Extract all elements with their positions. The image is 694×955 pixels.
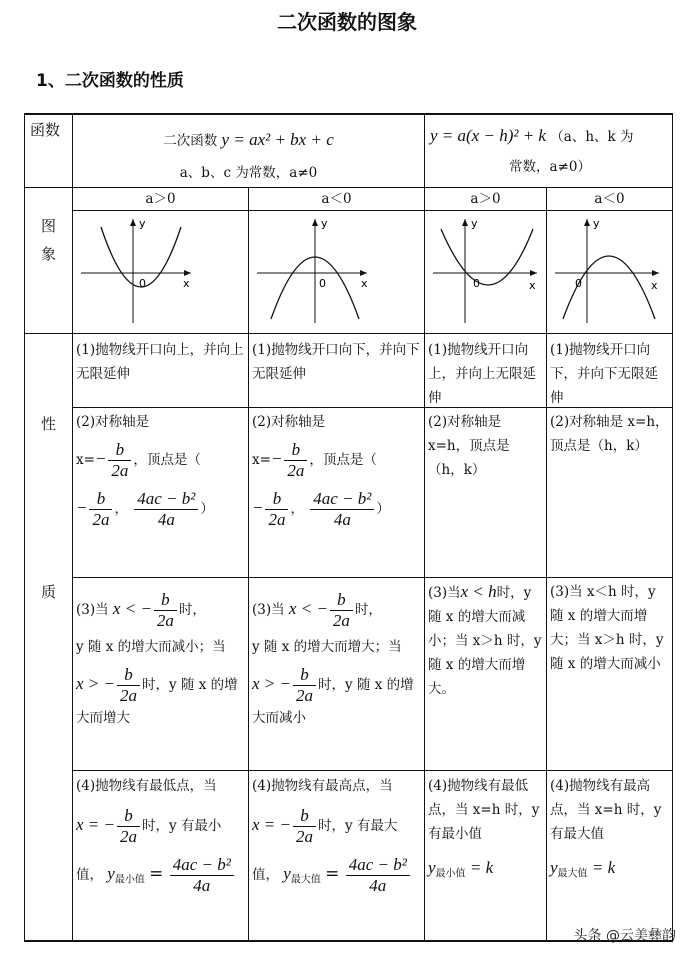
graph3-origin: 0 (473, 277, 480, 290)
graph2-y-label: y (321, 217, 328, 230)
function-label: 函数 (30, 121, 61, 139)
prop4-standard-up: (4)抛物线有最低点，当 x = − $\frac{b}{2a}$ 时，y 有最小 值， $y_{最小值}$ = $\frac{\text{4ac − b²}}{4a}$ (76, 774, 246, 896)
vertex-form-note-1: （a、h、k 为 (550, 129, 634, 145)
prop1-standard-down: (1)抛物线开口向下，并向下无限延伸 (252, 342, 420, 382)
graph-downward-parabola-2 (547, 211, 672, 333)
prop3-standard-down: (3)当 x < − $\frac{b}{2a}$ 时， y 随 x 的增大而增大；当 x > − $\frac{b}{2a}$ 时，y 随 x 的增大而减小 (252, 590, 414, 726)
graph4-y-label: y (593, 217, 600, 230)
graph1-origin: 0 (139, 277, 146, 290)
watermark: 头条 @云美彝韵 (573, 928, 676, 944)
prop1-standard-up: (1)抛物线开口向上，并向上无限延伸 (76, 342, 244, 382)
property-label-1: 性 (40, 415, 56, 433)
graph-downward-parabola-1 (249, 211, 424, 333)
graph3-y-label: y (471, 217, 478, 230)
standard-form-cell (73, 120, 424, 185)
graph2-x-label: x (361, 277, 368, 290)
vertex-form-formula: y = a(x − h)² + k (430, 126, 546, 145)
standard-form-formula: y = ax² + bx + c (221, 130, 334, 149)
graph3-x-label: x (529, 279, 536, 292)
graph-upward-parabola-2 (425, 211, 546, 333)
graph-label-1: 图 (40, 217, 56, 235)
prop3-vertex-up: (3)当x < h时，y 随 x 的增大而减小；当 x＞h 时，y 随 x 的增大而增大。 (428, 582, 542, 697)
vertex-form-note-2: 常数，a≠0） (509, 159, 591, 175)
vertex-form-cell (430, 120, 670, 179)
condition-3: a＞0 (470, 191, 501, 207)
graph4-origin: 0 (575, 277, 582, 290)
prop2-standard-up: (2)对称轴是 x=− $\frac{b}{2a}$ ，顶点是（ − $\frac{b}{2a}$ ， $\frac{\text{4ac − b²}}{4a}$ ） (76, 414, 214, 529)
standard-form-note: a、b、c 为常数，a≠0 (179, 165, 318, 181)
section-heading: 1、二次函数的性质 (36, 71, 184, 91)
property-label-2: 质 (40, 583, 56, 601)
prop2-standard-down: (2)对称轴是 x=− $\frac{b}{2a}$ ，顶点是（ − $\frac{b}{2a}$ ， $\frac{\text{4ac − b²}}{4a}$ ） (252, 414, 390, 529)
prop3-vertex-down: (3)当 x＜h 时，y 随 x 的增大而增大；当 x＞h 时，y 随 x 的增大而减小 (550, 584, 664, 672)
graph-upward-parabola-1 (73, 211, 248, 333)
prop4-vertex-down: (4)抛物线有最高点，当 x=h 时，y 有最大值 $y_{最大值} = k$ (550, 778, 662, 880)
standard-form-prefix: 二次函数 (163, 133, 218, 149)
prop1-vertex-down: (1)抛物线开口向下，并向下无限延伸 (550, 342, 658, 406)
graph4-x-label: x (651, 279, 658, 292)
condition-2: a＜0 (321, 191, 352, 207)
graph-label-2: 象 (40, 245, 56, 263)
graph1-y-label: y (139, 217, 146, 230)
prop1-vertex-up: (1)抛物线开口向上，并向上无限延伸 (428, 342, 536, 406)
prop4-standard-down: (4)抛物线有最高点，当 x = − $\frac{b}{2a}$ 时，y 有最大 值， $y_{最大值}$ = $\frac{\text{4ac − b²}}{4a}$ (252, 774, 422, 896)
page-title: 二次函数的图象 (277, 10, 417, 34)
graph1-x-label: x (183, 277, 190, 290)
prop4-vertex-up: (4)抛物线有最低点，当 x=h 时，y 有最小值 $y_{最小值} = k$ (428, 778, 540, 880)
graph2-origin: 0 (319, 277, 326, 290)
condition-1: a＞0 (145, 191, 176, 207)
condition-4: a＜0 (594, 191, 625, 207)
prop2-vertex-up: (2)对称轴是 x=h，顶点是（h，k） (428, 414, 510, 478)
prop2-vertex-down: (2)对称轴是 x=h，顶点是（h，k） (550, 414, 669, 454)
prop3-standard-up: (3)当 x < − $\frac{b}{2a}$ 时， y 随 x 的增大而减小；当 x > − $\frac{b}{2a}$ 时，y 随 x 的增大而增大 (76, 590, 238, 726)
